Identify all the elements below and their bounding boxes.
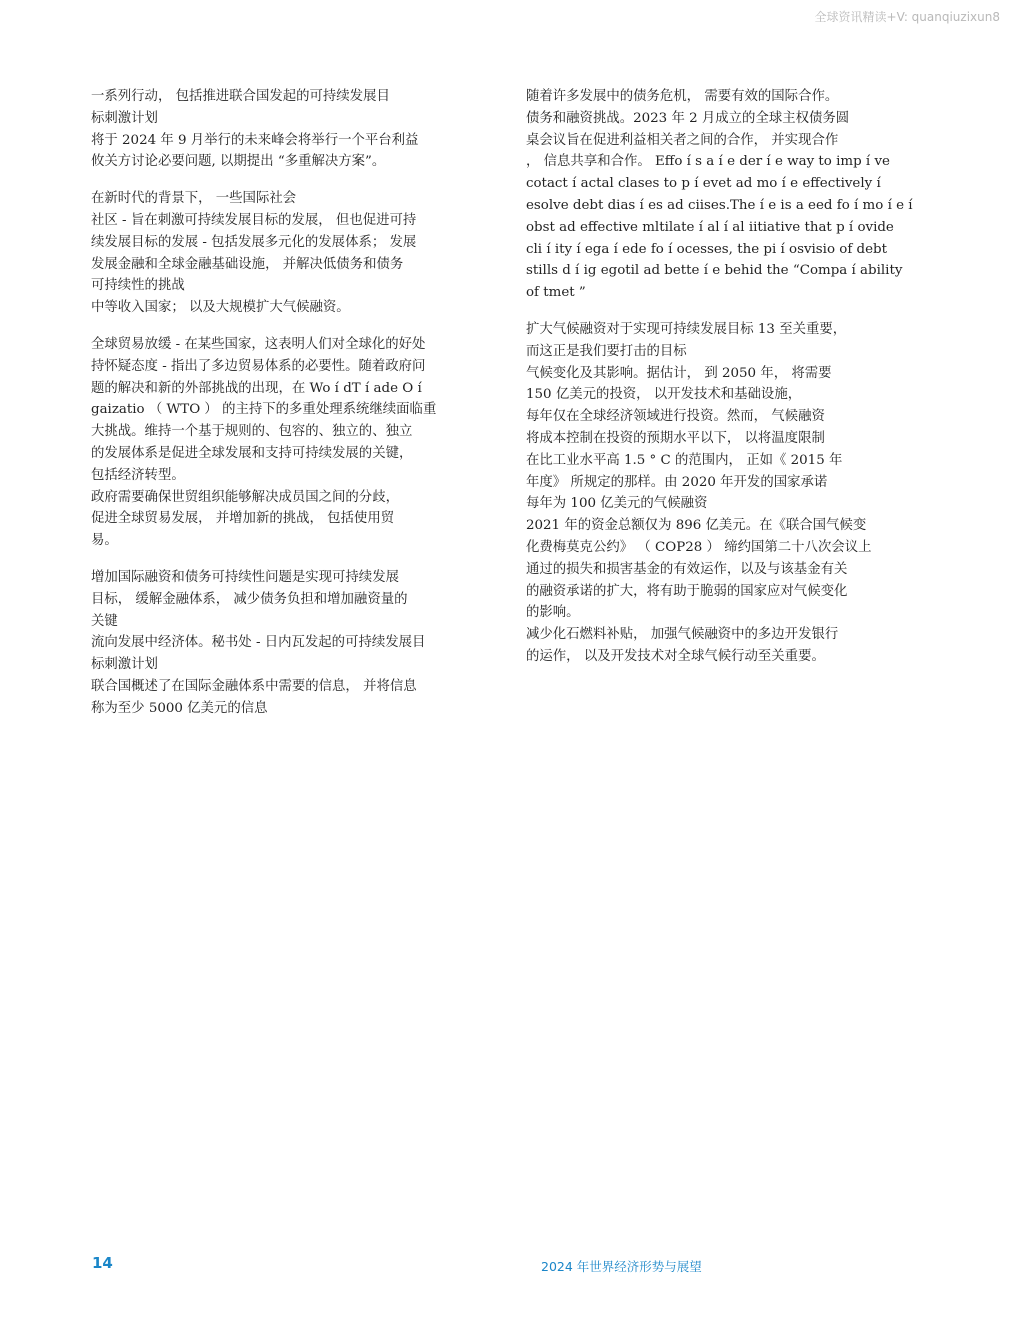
text-line: 扩大气候融资对于实现可持续发展目标 13 至关重要， [526, 321, 847, 337]
text-line: 持怀疑态度 - 指出了多边贸易体系的必要性。随着政府问 [91, 358, 426, 374]
text-line: of tmet ” [526, 285, 586, 301]
text-line: 关键 [91, 613, 118, 629]
text-line: 债务和融资挑战。2023 年 2 月成立的全球主权债务圆 [526, 110, 850, 126]
text-line: 促进全球贸易发展， 并增加新的挑战， 包括使用贸 [91, 511, 395, 527]
text-line: 大挑战。维持一个基于规则的、包容的、独立的、独立 [91, 424, 413, 440]
text-line: 2021 年的资金总额仅为 896 亿美元。在《联合国气候变 [526, 518, 867, 534]
text-line: 标刺激计划 [91, 110, 158, 126]
text-line: 年度》 所规定的那样。由 2020 年开发的国家承诺 [526, 474, 828, 490]
text-line: 发展金融和全球金融基础设施， 并解决低债务和债务 [91, 256, 404, 272]
text-line: cli í ity í ega í ede fo í ocesses, the pi í osvisio of debt [526, 241, 888, 257]
text-line: 每年为 100 亿美元的气候融资 [526, 496, 708, 512]
watermark-text: 全球资讯精读+V: quanqiuzixun8 [814, 10, 1000, 24]
right-text-column [526, 86, 926, 683]
paragraph [91, 188, 491, 319]
paragraph [526, 86, 926, 304]
text-line: 攸关方讨论必要问题, 以期提出 “多重解决方案”。 [91, 154, 386, 170]
text-line: 社区 - 旨在刺激可持续发展目标的发展， 但也促进可持 [91, 212, 417, 228]
text-line: 题的解决和新的外部挑战的出现，在 Wo í dT í ade O í [91, 380, 422, 396]
text-line: 流向发展中经济体。秘书处 - 日内瓦发起的可持续发展目 [91, 635, 426, 651]
text-line: 全球贸易放缓 - 在某些国家，这表明人们对全球化的好处 [91, 336, 426, 352]
left-text-column [91, 86, 491, 735]
paragraph [526, 319, 926, 668]
paragraph [91, 334, 491, 552]
text-line: 每年仅在全球经济领域进行投资。然而， 气候融资 [526, 409, 825, 425]
text-line: 中等收入国家； 以及大规模扩大气候融资。 [91, 300, 350, 316]
text-line: 续发展目标的发展 - 包括发展多元化的发展体系； 发展 [91, 234, 417, 250]
text-line: 易。 [91, 533, 118, 549]
paragraph [91, 86, 491, 173]
text-line: obst ad effective mltilate í al í al iitiative that p í ovide [526, 219, 894, 235]
text-line: 联合国概述了在国际金融体系中需要的信息， 并将信息 [91, 678, 417, 694]
text-line: 标刺激计划 [91, 657, 158, 673]
text-line: 增加国际融资和债务可持续性问题是实现可持续发展 [91, 569, 399, 585]
text-line: stills d í ig egotil ad bette í e behid the “Compa í ability [526, 263, 903, 279]
text-line: 称为至少 5000 亿美元的信息 [91, 700, 268, 716]
text-line: 150 亿美元的投资， 以开发技术和基础设施， [526, 387, 802, 403]
text-line: 减少化石燃料补贴， 加强气候融资中的多边开发银行 [526, 627, 839, 643]
text-line: 目标， 缓解金融体系， 减少债务负担和增加融资量的 [91, 591, 408, 607]
text-line: 在比工业水平高 1.5 ° C 的范围内， 正如《 2015 年 [526, 452, 843, 468]
text-line: 在新时代的背景下， 一些国际社会 [91, 191, 297, 207]
text-line: ， 信息共享和合作。 Effo í s a í e der í e way to imp í ve [526, 154, 890, 170]
text-line: 将成本控制在投资的预期水平以下， 以将温度限制 [526, 430, 825, 446]
page-number: 14 [92, 1254, 113, 1272]
text-line: 的运作， 以及开发技术对全球气候行动至关重要。 [526, 648, 825, 664]
text-line: 政府需要确保世贸组织能够解决成员国之间的分歧， [91, 489, 399, 505]
text-line: 的融资承诺的扩大，将有助于脆弱的国家应对气候变化 [526, 583, 848, 599]
text-line: 一系列行动， 包括推进联合国发起的可持续发展目 [91, 89, 390, 104]
text-line: 桌会议旨在促进利益相关者之间的合作， 并实现合作 [526, 132, 839, 148]
text-line: 气候变化及其影响。据估计， 到 2050 年， 将需要 [526, 365, 832, 381]
text-line: 而这正是我们要打击的目标 [526, 343, 687, 359]
text-line: 可持续性的挑战 [91, 278, 185, 294]
text-line: gaizatio （ WTO ） 的主持下的多重处理系统继续面临重 [91, 402, 437, 418]
text-line: 包括经济转型。 [91, 467, 185, 483]
publication-title: 2024 年世界经济形势与展望 [541, 1259, 702, 1274]
paragraph [91, 567, 491, 720]
text-line: 的发展体系是促进全球发展和支持可持续发展的关键， [91, 445, 413, 461]
text-line: 随着许多发展中的债务危机， 需要有效的国际合作。 [526, 89, 839, 104]
text-line: cotact í actal clases to p í evet ad mo í e effectively í [526, 176, 881, 192]
text-line: 将于 2024 年 9 月举行的未来峰会将举行一个平台利益 [91, 132, 419, 148]
text-line: esolve debt dias í es ad ciises.The í e is a eed fo í mo í e í [526, 197, 913, 213]
text-line: 通过的损失和损害基金的有效运作，以及与该基金有关 [526, 561, 848, 577]
text-line: 化费梅莫克公约》 （ COP28 ） 缔约国第二十八次会议上 [526, 539, 872, 555]
text-line: 的影响。 [526, 605, 580, 621]
